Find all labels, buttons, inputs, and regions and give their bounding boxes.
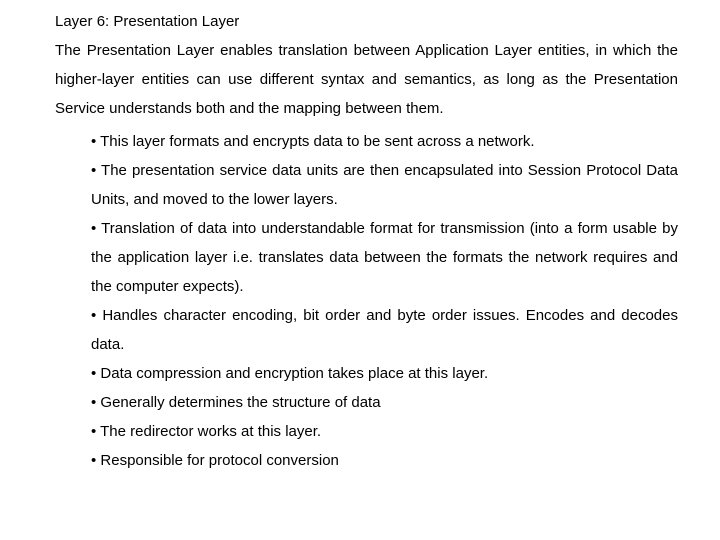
bullet-item: • Generally determines the structure of data [91,394,381,411]
bullet-item: • The redirector works at this layer. [91,423,322,440]
document-page [55,8,678,475]
bullet-item: • Data compression and encryption takes place at this layer. [91,365,489,382]
bullet-item: • Translation of data into understandable format for transmission (into a form usable by the application layer i.e. translates data between the formats the network requires and the computer expects). [91,220,678,295]
bullet-item: • Responsible for protocol conversion [91,452,339,469]
intro-paragraph: The Presentation Layer enables translation between Application Layer entities, in which the higher-layer entities can use different syntax and semantics, as long as the Presentation Service understands both and the mapping between them. [55,42,678,117]
bullet-item: • This layer formats and encrypts data to be sent across a network. [91,133,535,150]
bullet-list [55,127,678,475]
bullet-item: • Handles character encoding, bit order and byte order issues. Encodes and decodes data. [91,307,678,353]
bullet-item: • The presentation service data units are then encapsulated into Session Protocol Data Units, and moved to the lower layers. [91,162,678,208]
section-heading: Layer 6: Presentation Layer [55,13,240,30]
